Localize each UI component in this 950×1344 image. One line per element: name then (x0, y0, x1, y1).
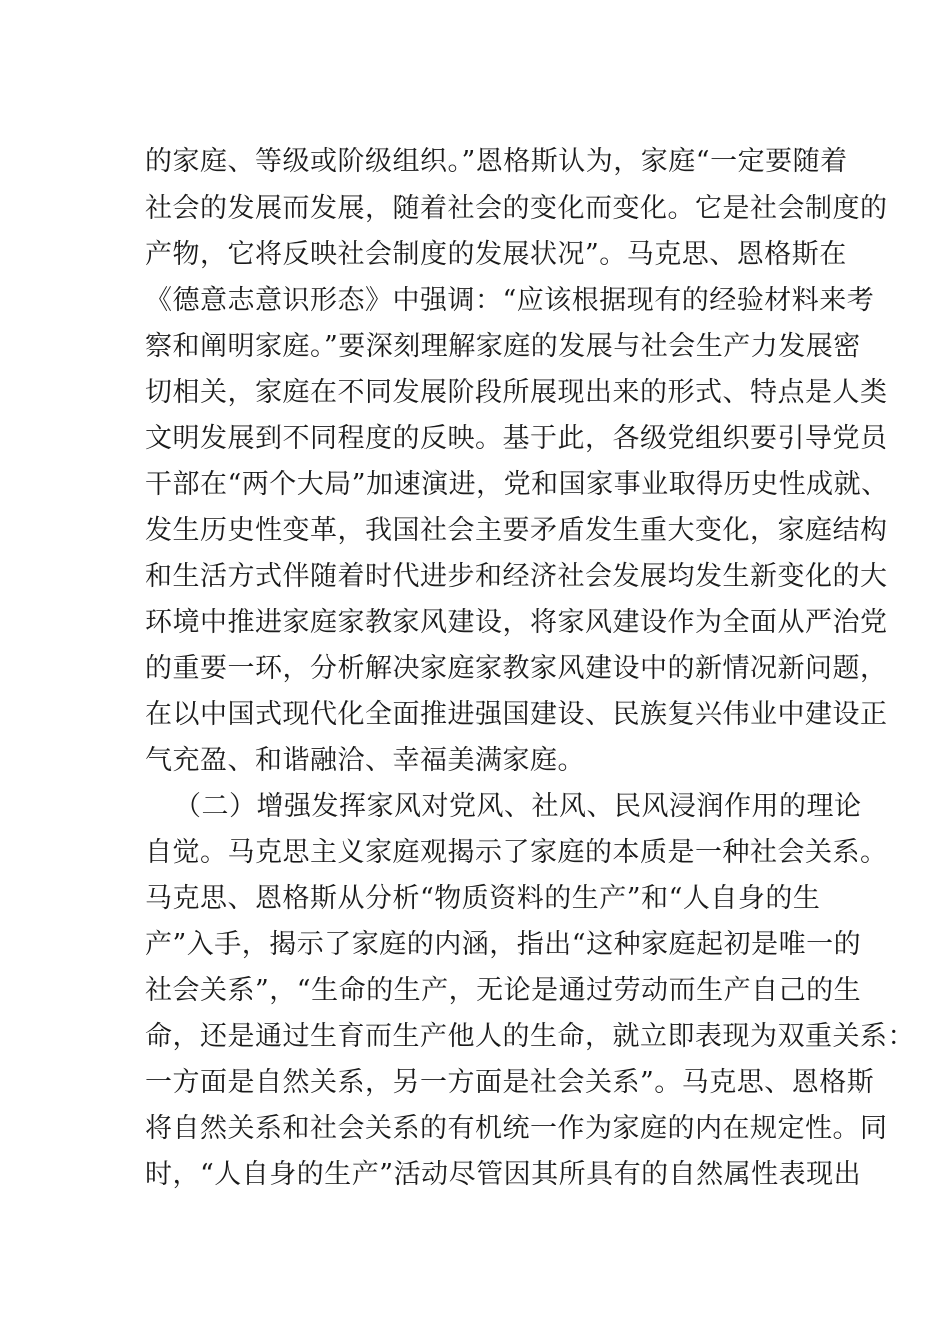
text-line: 产”入手，揭示了家庭的内涵，指出“这种家庭起初是唯一的 (145, 929, 862, 960)
text-line: 马克思、恩格斯从分析“物质资料的生产”和“人自身的生 (145, 883, 821, 914)
text-line: 一方面是自然关系，另一方面是社会关系”。马克思、恩格斯 (145, 1067, 875, 1098)
text-line: 的重要一环，分析解决家庭家教家风建设中的新情况新问题， (145, 653, 888, 684)
text-line: 和生活方式伴随着时代进步和经济社会发展均发生新变化的大 (145, 561, 888, 592)
text-line: 文明发展到不同程度的反映。基于此，各级党组织要引导党员 (145, 423, 888, 454)
text-line: 社会关系”，“生命的生产，无论是通过劳动而生产自己的生 (145, 975, 862, 1006)
text-line: 察和阐明家庭。”要深刻理解家庭的发展与社会生产力发展密 (145, 331, 861, 362)
text-line: 将自然关系和社会关系的有机统一作为家庭的内在规定性。同 (145, 1113, 888, 1144)
text-line: 产物，它将反映社会制度的发展状况”。马克思、恩格斯在 (145, 239, 847, 270)
text-line: 命，还是通过生育而生产他人的生命，就立即表现为双重关系： (145, 1021, 915, 1052)
text-line: 在以中国式现代化全面推进强国建设、民族复兴伟业中建设正 (145, 699, 888, 730)
text-line: 的家庭、等级或阶级组织。”恩格斯认为，家庭“一定要随着 (145, 146, 848, 177)
text-line: 自觉。马克思主义家庭观揭示了家庭的本质是一种社会关系。 (145, 837, 888, 868)
text-line: 切相关，家庭在不同发展阶段所展现出来的形式、特点是人类 (145, 377, 888, 408)
text-line: 环境中推进家庭家教家风建设，将家风建设作为全面从严治党 (145, 607, 888, 638)
text-line: 时，“人自身的生产”活动尽管因其所具有的自然属性表现出 (145, 1159, 862, 1190)
text-line: 社会的发展而发展，随着社会的变化而变化。它是社会制度的 (145, 193, 888, 224)
text-line: 《德意志意识形态》中强调：“应该根据现有的经验材料来考 (145, 285, 875, 316)
text-line: 发生历史性变革，我国社会主要矛盾发生重大变化，家庭结构 (145, 515, 888, 546)
text-line: 干部在“两个大局”加速演进，党和国家事业取得历史性成就、 (145, 469, 889, 500)
section-heading-line: （二）增强发挥家风对党风、社风、民风浸润作用的理论 (174, 791, 862, 822)
text-line: 气充盈、和谐融洽、幸福美满家庭。 (145, 745, 585, 776)
